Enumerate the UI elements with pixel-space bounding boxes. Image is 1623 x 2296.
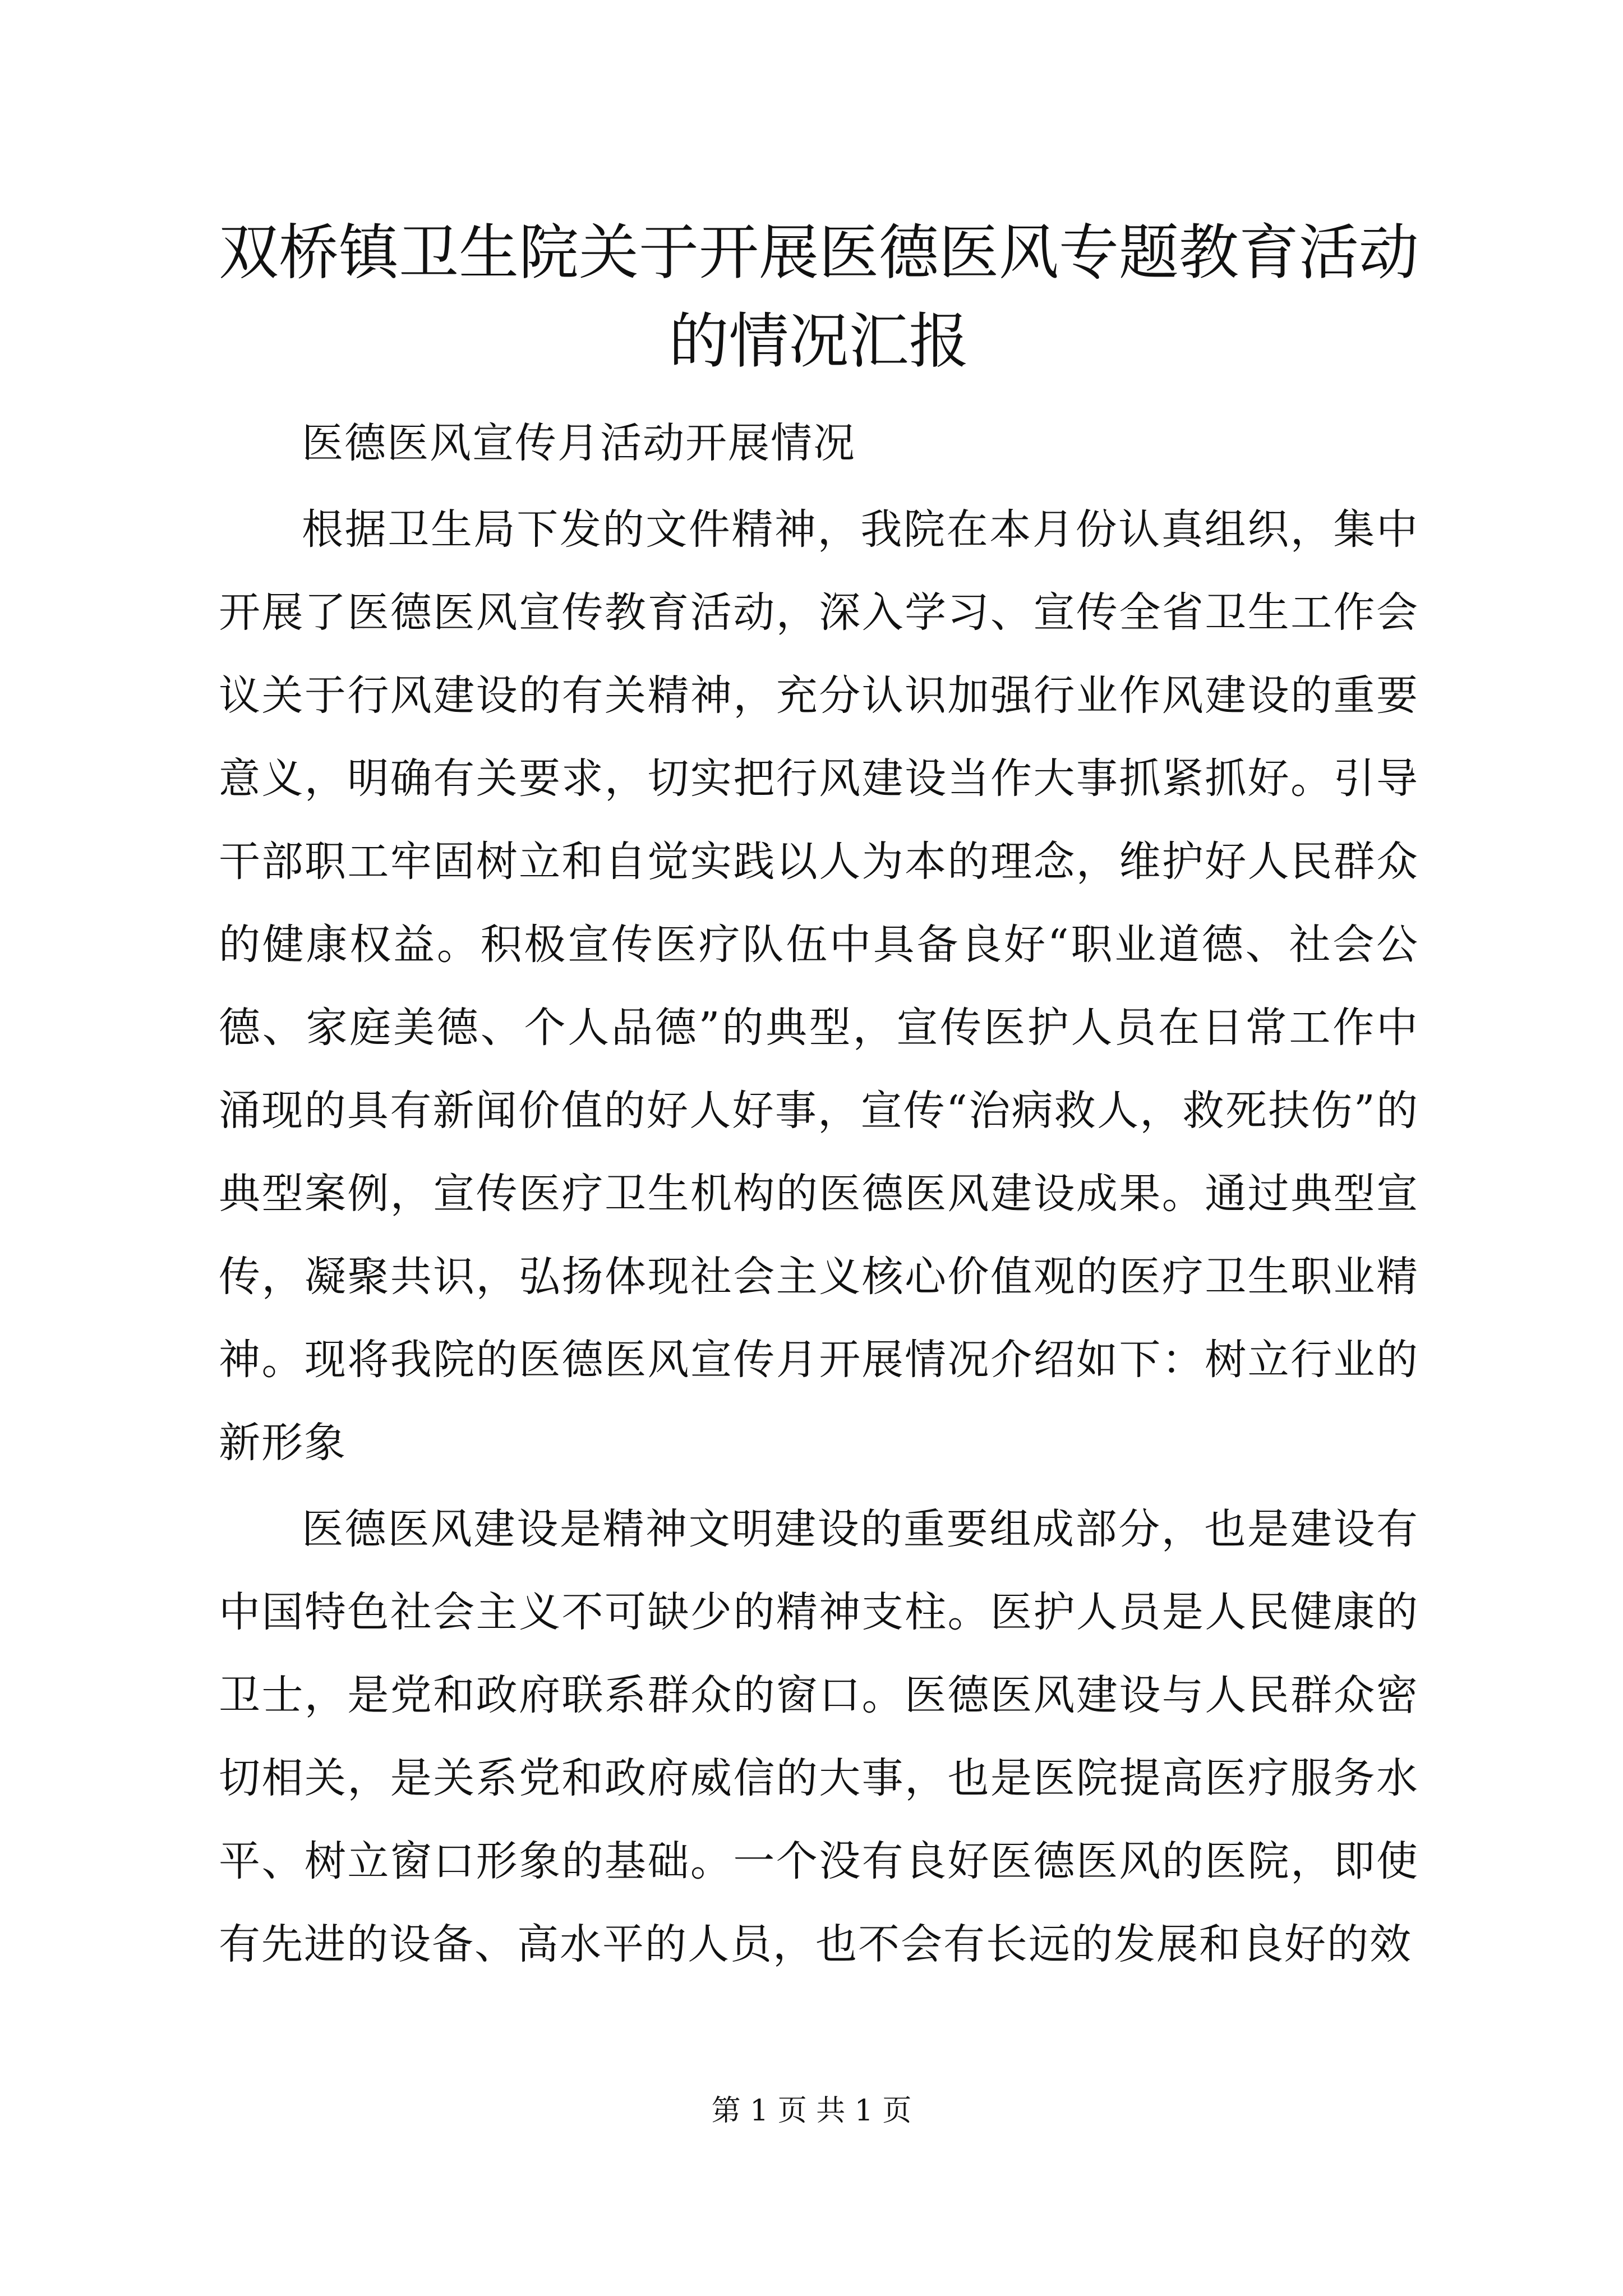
document-title: 双桥镇卫生院关于开展医德医风专题教育活动的情况汇报 xyxy=(219,218,1419,376)
paragraph: 根据卫生局下发的文件精神，我院在本月份认真组织，集中开展了医德医风宣传教育活动，深入学习、宣传全省卫生工作会议关于行风建设的有关精神，充分认识加强行业作风建设的重要意义，明确有关要求，切实把行风建设当作大事抓紧抓好。引导干部职工牢固树立和自觉实践以人为本的理念，维护好人民群众的健康权益。积极宣传医疗队伍中具备良好“职业道德、社会公德、家庭美德、个人品德”的典型，宣传医护人员在日常工作中涌现的具有新闻价值的好人好事，宣传“治病救人，救死扶伤”的典型案例，宣传医疗卫生机构的医德医风建设成果。通过典型宣传，凝聚共识，弘扬体现社会主义核心价值观的医疗卫生职业精神。现将我院的医德医风宣传月开展情况介绍如下：树立行业的新形象 xyxy=(219,505,1419,1467)
section-heading: 医德医风宣传月活动开展情况 xyxy=(302,419,856,467)
page-footer: 第 1 页 共 1 页 xyxy=(711,2094,912,2128)
paragraph: 医德医风建设是精神文明建设的重要组成部分，也是建设有中国特色社会主义不可缺少的精神支柱。医护人员是人民健康的卫士，是党和政府联系群众的窗口。医德医风建设与人民群众密切相关，是关系党和政府威信的大事，也是医院提高医疗服务水平、树立窗口形象的基础。一个没有良好医德医风的医院，即使有先进的设备、高水平的人员，也不会有长远的发展和良好的效 xyxy=(219,1505,1419,1968)
document-body xyxy=(219,209,1419,1986)
